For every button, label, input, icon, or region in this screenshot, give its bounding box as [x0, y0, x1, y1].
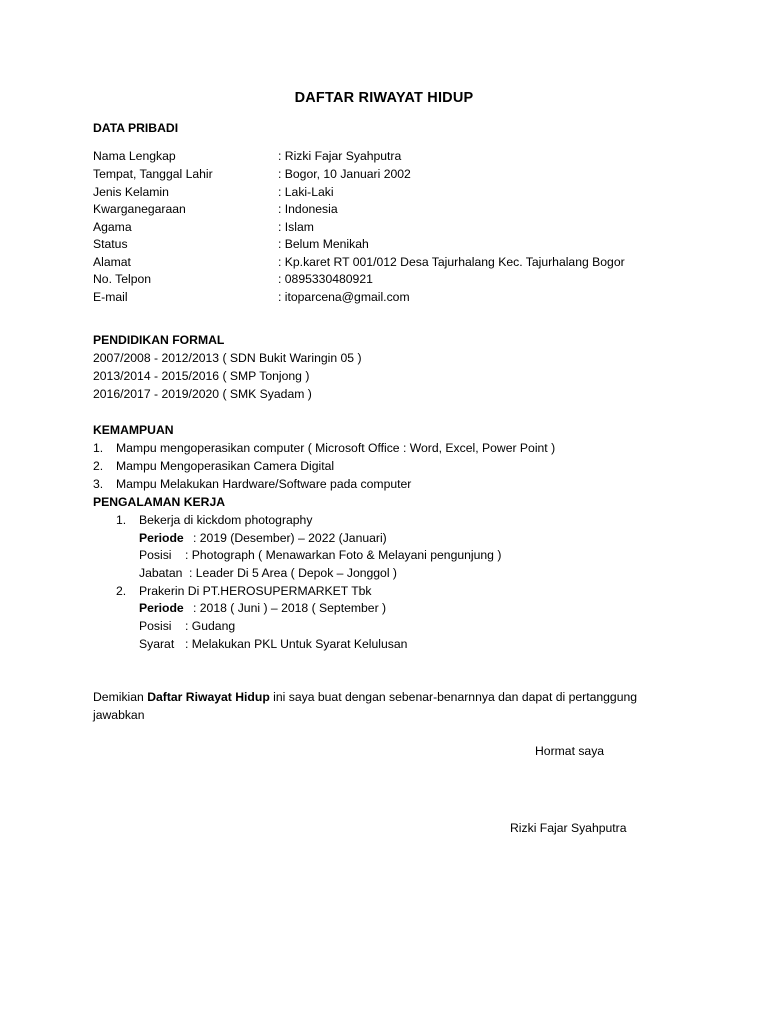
experience-detail — [139, 636, 407, 654]
experience-detail-value: : 2018 ( Juni ) – 2018 ( September ) — [193, 601, 387, 615]
experience-number: 2. — [116, 584, 127, 598]
education-heading: PENDIDIKAN FORMAL — [93, 333, 225, 347]
signature-greeting: Hormat saya — [535, 744, 605, 758]
skill-text: Mampu Melakukan Hardware/Software pada computer — [116, 477, 412, 491]
personal-value: : Belum Menikah — [278, 237, 369, 251]
personal-label: Nama Lengkap — [93, 149, 176, 163]
education-item: 2013/2014 - 2015/2016 ( SMP Tonjong ) — [93, 369, 310, 383]
closing-statement — [93, 688, 683, 724]
personal-value: : Laki-Laki — [278, 185, 334, 199]
personal-label: Alamat — [93, 255, 131, 269]
personal-label: No. Telpon — [93, 272, 152, 286]
experience-heading: PENGALAMAN KERJA — [93, 495, 226, 509]
personal-label: Tempat, Tanggal Lahir — [93, 167, 213, 181]
experience-detail — [139, 530, 387, 548]
experience-detail-value: : 2019 (Desember) – 2022 (Januari) — [193, 531, 387, 545]
closing-text-pre: Demikian — [93, 690, 148, 704]
experience-detail-label: Jabatan — [139, 566, 183, 580]
skill-number: 3. — [93, 477, 104, 491]
experience-number: 1. — [116, 513, 127, 527]
signature-name: Rizki Fajar Syahputra — [510, 821, 627, 835]
personal-label: E-mail — [93, 290, 128, 304]
skills-heading: KEMAMPUAN — [93, 423, 174, 437]
document-title: DAFTAR RIWAYAT HIDUP — [294, 90, 474, 106]
experience-detail — [139, 547, 501, 565]
experience-detail-value: : Gudang — [185, 619, 236, 633]
experience-detail-value: : Leader Di 5 Area ( Depok – Jonggol ) — [189, 566, 397, 580]
experience-detail-label: Periode — [139, 531, 184, 545]
experience-detail-value: : Melakukan PKL Untuk Syarat Kelulusan — [185, 637, 408, 651]
skill-text: Mampu mengoperasikan computer ( Microsoft Office : Word, Excel, Power Point ) — [116, 441, 556, 455]
education-item: 2007/2008 - 2012/2013 ( SDN Bukit Waringin 05 ) — [93, 351, 362, 365]
personal-value: : 0895330480921 — [278, 272, 373, 286]
experience-detail — [139, 565, 397, 583]
personal-label: Jenis Kelamin — [93, 185, 169, 199]
personal-value: : Kp.karet RT 001/012 Desa Tajurhalang Kec. Tajurhalang Bogor — [278, 255, 625, 269]
education-item: 2016/2017 - 2019/2020 ( SMK Syadam ) — [93, 387, 312, 401]
skill-number: 2. — [93, 459, 104, 473]
personal-label: Status — [93, 237, 128, 251]
closing-text-bold: Daftar Riwayat Hidup — [147, 690, 270, 704]
experience-detail-label: Posisi — [139, 619, 172, 633]
experience-detail — [139, 600, 386, 618]
experience-detail-value: : Photograph ( Menawarkan Foto & Melayani pengunjung ) — [185, 548, 502, 562]
personal-label: Agama — [93, 220, 132, 234]
personal-value: : Bogor, 10 Januari 2002 — [278, 167, 411, 181]
experience-detail — [139, 618, 235, 636]
experience-title: Bekerja di kickdom photography — [139, 513, 313, 527]
skill-text: Mampu Mengoperasikan Camera Digital — [116, 459, 335, 473]
personal-label: Kwarganegaraan — [93, 202, 186, 216]
experience-title: Prakerin Di PT.HEROSUPERMARKET Tbk — [139, 584, 372, 598]
personal-value: : itoparcena@gmail.com — [278, 290, 410, 304]
personal-value: : Islam — [278, 220, 314, 234]
personal-value: : Rizki Fajar Syahputra — [278, 149, 402, 163]
personal-value: : Indonesia — [278, 202, 338, 216]
skill-number: 1. — [93, 441, 104, 455]
personal-data-heading: DATA PRIBADI — [93, 121, 179, 135]
experience-detail-label: Periode — [139, 601, 184, 615]
experience-detail-label: Syarat — [139, 637, 175, 651]
experience-detail-label: Posisi — [139, 548, 172, 562]
closing-text-post: ini saya buat dengan sebenar-benarnnya dan dapat di pertanggung jawabkan — [93, 690, 638, 722]
